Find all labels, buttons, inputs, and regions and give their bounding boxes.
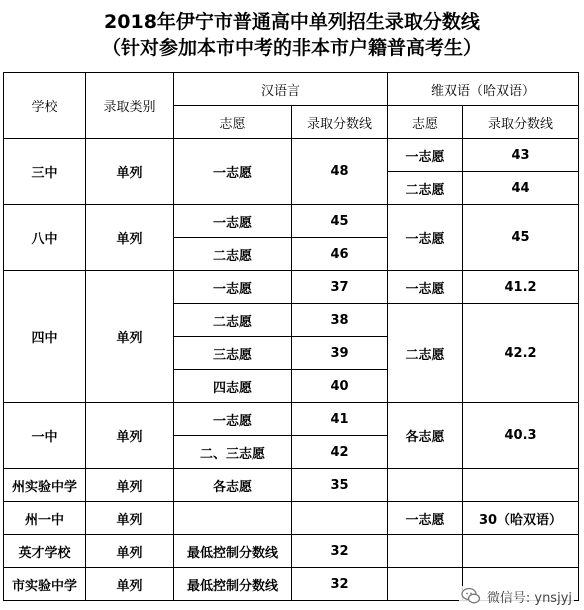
header-wei-score: 录取分数线 xyxy=(463,106,579,139)
header-han-score: 录取分数线 xyxy=(292,106,388,139)
han-score-cell: 41 xyxy=(292,403,388,436)
wei-choice-cell: 二志愿 xyxy=(388,172,463,205)
han-score-cell: 39 xyxy=(292,337,388,370)
category-cell: 单列 xyxy=(86,139,174,205)
watermark xyxy=(459,586,574,606)
han-choice-cell: 一志愿 xyxy=(174,205,292,238)
han-score-cell: 46 xyxy=(292,238,388,271)
school-cell: 州实验中学 xyxy=(4,469,86,502)
wei-choice-cell: 二志愿 xyxy=(388,304,463,403)
wei-score-cell: 40.3 xyxy=(463,403,579,469)
school-cell: 三中 xyxy=(4,139,86,205)
header-han-choice: 志愿 xyxy=(174,106,292,139)
header-wei: 维双语（哈双语） xyxy=(388,73,579,106)
category-cell: 单列 xyxy=(86,535,174,568)
school-cell: 八中 xyxy=(4,205,86,271)
table-row xyxy=(4,271,579,304)
wei-score-cell: 43 xyxy=(463,139,579,172)
school-cell: 州一中 xyxy=(4,502,86,535)
han-choice-cell: 二志愿 xyxy=(174,238,292,271)
han-score-cell: 37 xyxy=(292,271,388,304)
empty-cell xyxy=(463,535,579,568)
category-cell: 单列 xyxy=(86,271,174,403)
title-line-1: 2018年伊宁市普通高中单列招生录取分数线 xyxy=(104,11,480,33)
table-row xyxy=(4,469,579,502)
table-row xyxy=(4,535,579,568)
wei-score-cell: 45 xyxy=(463,205,579,271)
wei-score-cell: 41.2 xyxy=(463,271,579,304)
table-row xyxy=(4,502,579,535)
header-row xyxy=(4,73,579,106)
han-choice-cell: 二、三志愿 xyxy=(174,436,292,469)
school-cell: 一中 xyxy=(4,403,86,469)
empty-cell xyxy=(388,535,463,568)
table-row xyxy=(4,403,579,436)
table-row xyxy=(4,205,579,238)
han-choice-cell: 三志愿 xyxy=(174,337,292,370)
header-han: 汉语言 xyxy=(174,73,388,106)
title-line-2: （针对参加本市中考的非本市户籍普高考生） xyxy=(101,37,482,59)
han-choice-cell: 一志愿 xyxy=(174,403,292,436)
wei-score-cell: 44 xyxy=(463,172,579,205)
school-cell: 英才学校 xyxy=(4,535,86,568)
empty-cell xyxy=(174,502,292,535)
empty-cell xyxy=(388,568,463,601)
han-score-cell: 40 xyxy=(292,370,388,403)
category-cell: 单列 xyxy=(86,502,174,535)
han-choice-cell: 一志愿 xyxy=(174,271,292,304)
han-score-cell: 32 xyxy=(292,568,388,601)
han-score-cell: 38 xyxy=(292,304,388,337)
score-table xyxy=(3,72,579,601)
wechat-icon xyxy=(461,586,481,606)
wei-score-cell: 42.2 xyxy=(463,304,579,403)
han-choice-cell: 最低控制分数线 xyxy=(174,568,292,601)
han-score-cell: 35 xyxy=(292,469,388,502)
han-score-cell: 48 xyxy=(292,139,388,205)
empty-cell xyxy=(292,502,388,535)
han-choice-cell: 二志愿 xyxy=(174,304,292,337)
han-score-cell: 45 xyxy=(292,205,388,238)
category-cell: 单列 xyxy=(86,205,174,271)
wei-choice-cell: 一志愿 xyxy=(388,271,463,304)
wei-choice-cell: 各志愿 xyxy=(388,403,463,469)
han-choice-cell: 最低控制分数线 xyxy=(174,535,292,568)
han-score-cell: 42 xyxy=(292,436,388,469)
header-category: 录取类别 xyxy=(86,73,174,139)
school-cell: 市实验中学 xyxy=(4,568,86,601)
wei-choice-cell: 一志愿 xyxy=(388,205,463,271)
wei-choice-cell: 一志愿 xyxy=(388,139,463,172)
han-choice-cell: 一志愿 xyxy=(174,139,292,205)
wei-choice-cell: 一志愿 xyxy=(388,502,463,535)
school-cell: 四中 xyxy=(4,271,86,403)
header-wei-choice: 志愿 xyxy=(388,106,463,139)
han-choice-cell: 各志愿 xyxy=(174,469,292,502)
category-cell: 单列 xyxy=(86,469,174,502)
empty-cell xyxy=(463,469,579,502)
han-score-cell: 32 xyxy=(292,535,388,568)
watermark-text: 微信号: ynsjyj xyxy=(486,590,572,606)
category-cell: 单列 xyxy=(86,568,174,601)
han-choice-cell: 四志愿 xyxy=(174,370,292,403)
wei-score-cell: 30（哈双语） xyxy=(463,502,579,535)
header-school: 学校 xyxy=(4,73,86,139)
category-cell: 单列 xyxy=(86,403,174,469)
empty-cell xyxy=(388,469,463,502)
table-row xyxy=(4,139,579,172)
